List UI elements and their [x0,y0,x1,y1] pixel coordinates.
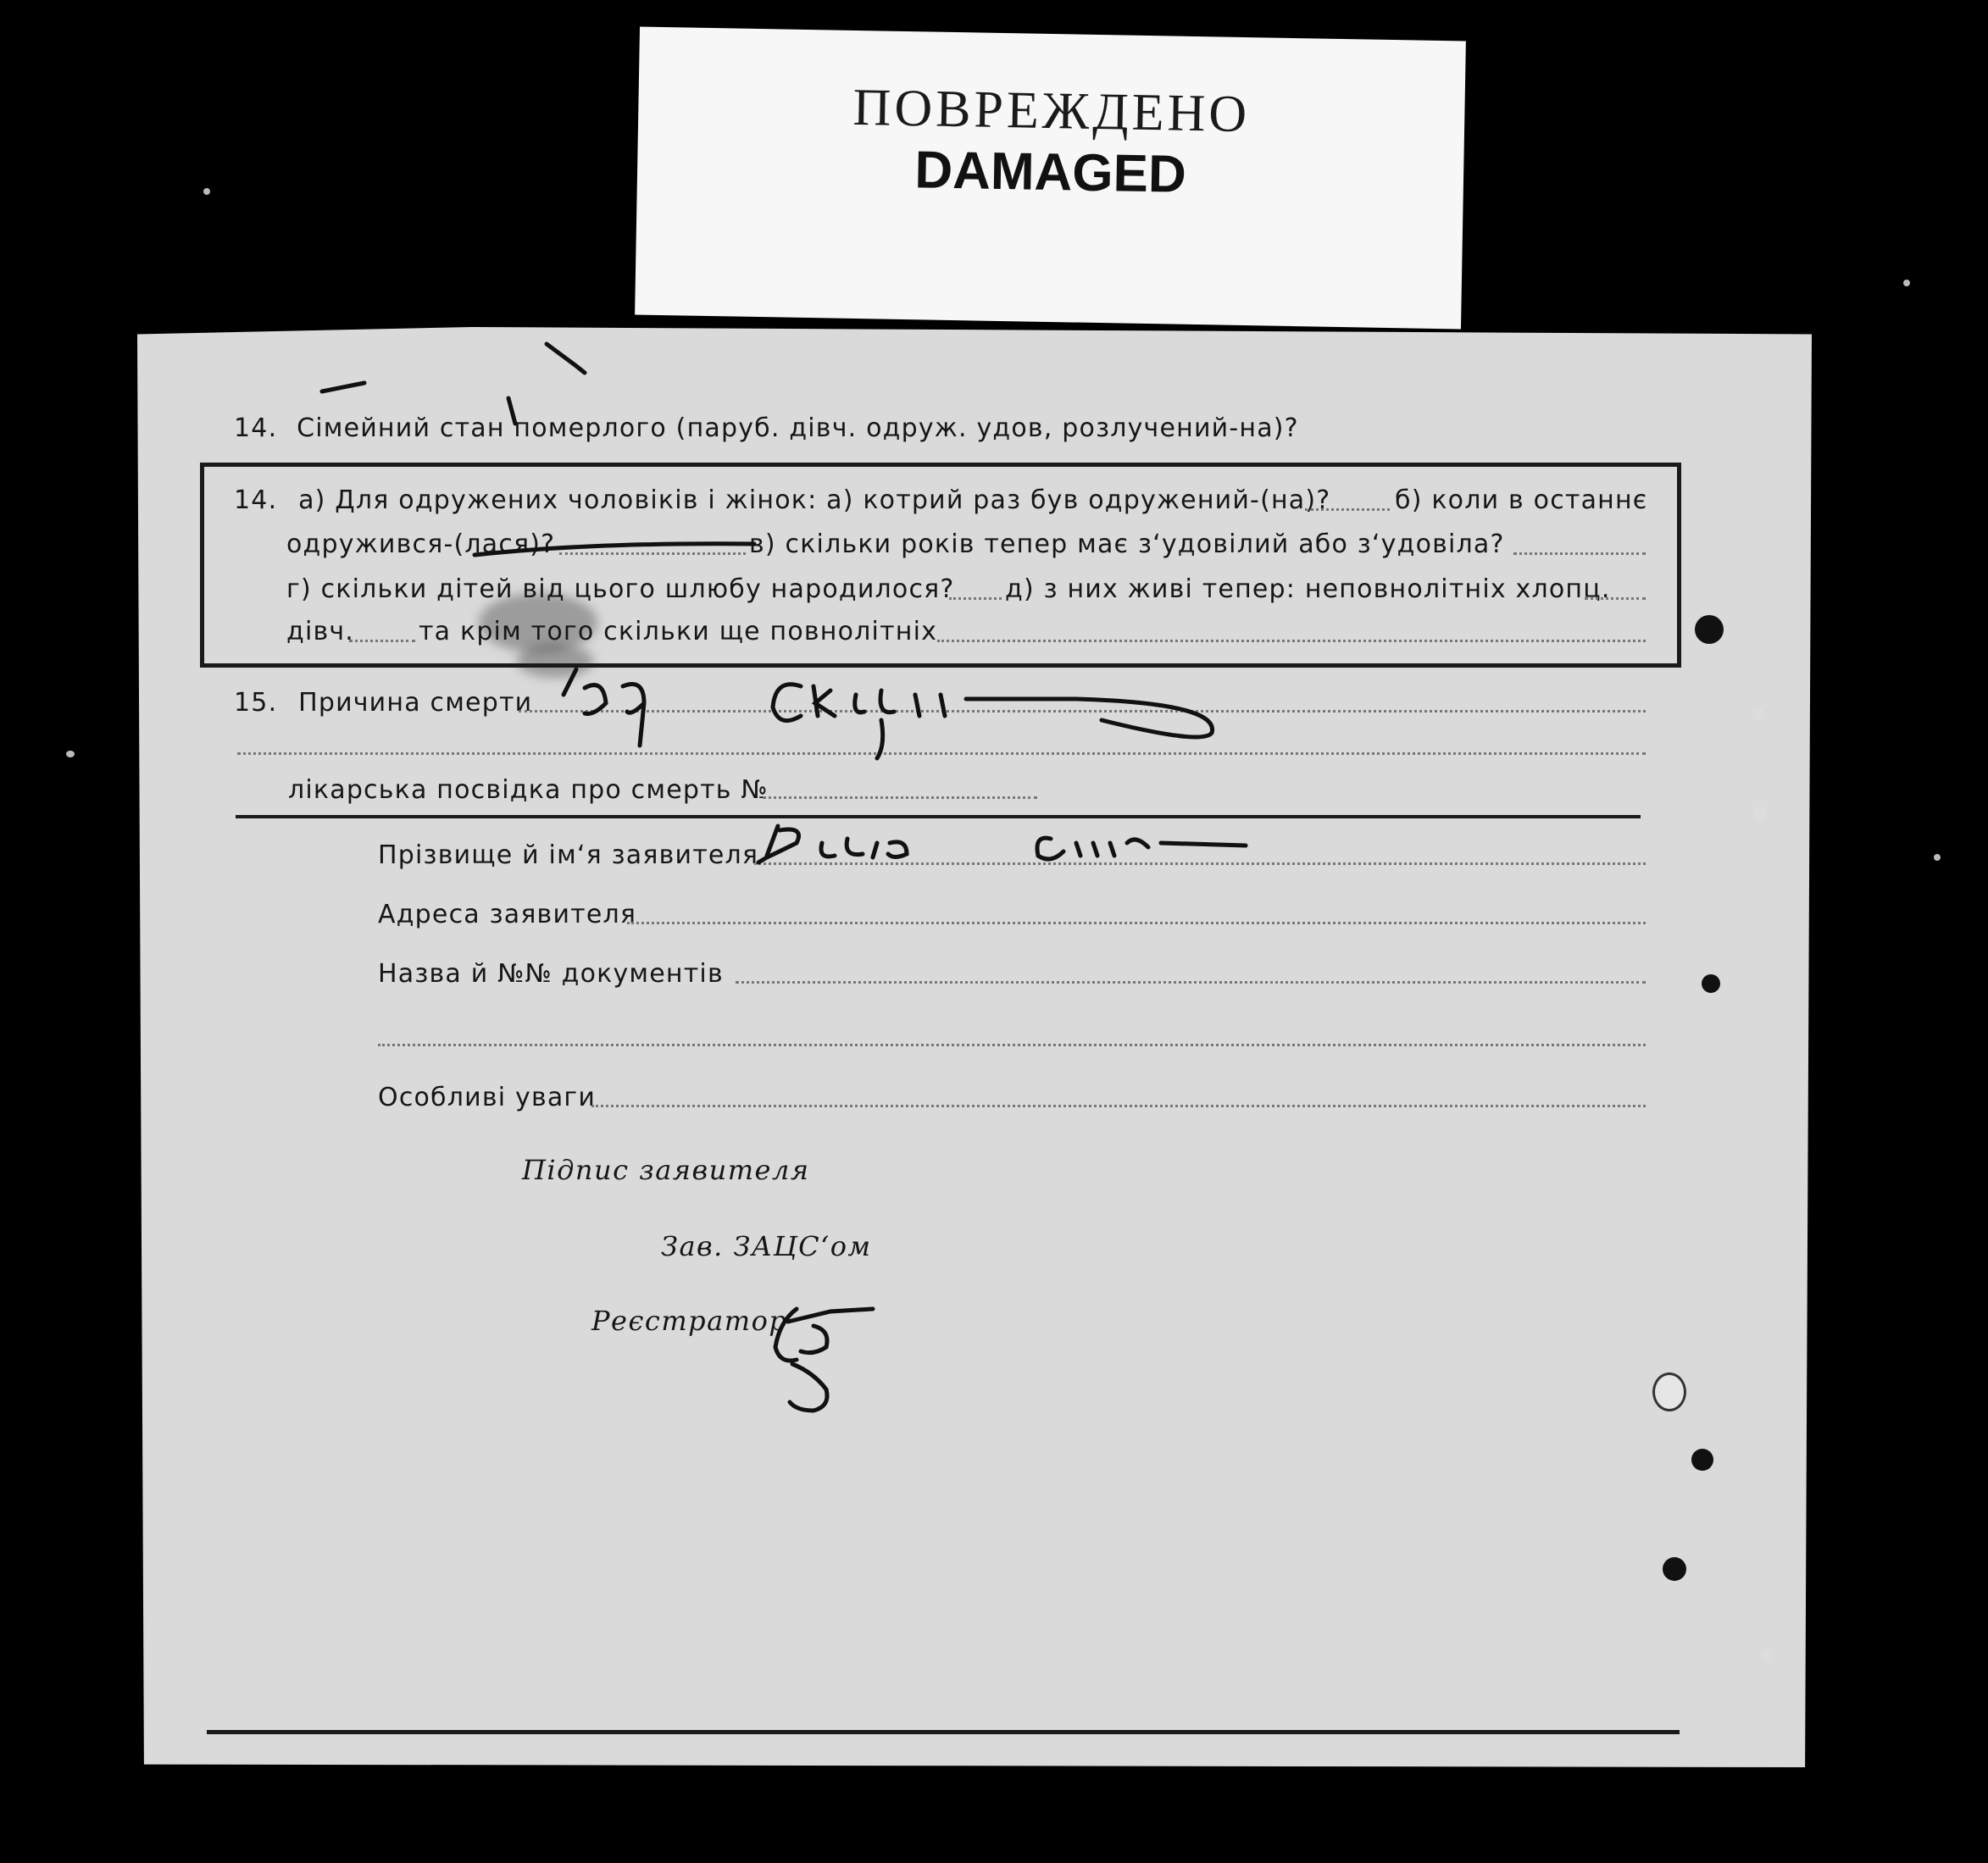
speck [203,188,210,195]
speck [1934,854,1941,861]
damaged-label-ru: ПОВРЕЖДЕНО [852,78,1251,144]
q14-text: Сімейний стан померлого (паруб. дівч. одруж. удов, розлучений-на)? [297,413,1299,443]
q14a-line2: одружився-(лася)? [286,530,556,559]
q14d-text: д) з них живі тепер: неповнолітніх хлопц. [1005,574,1611,604]
q14g-text: г) скільки дітей від цього шлюбу народилося? [286,574,955,604]
punch-hole [1663,1557,1686,1581]
q14a-text-a: а) Для одружених чоловіків і жінок: а) котрий раз був одружений-(на)? [298,485,1331,515]
handwritten-cause-prefix [564,669,644,746]
q14-number: 14. [234,413,278,443]
q14-adults-text: та крім того скільки ще повнолітніх [419,617,938,646]
punch-hole [1652,1372,1686,1411]
speck [1752,708,1764,720]
medical-certificate-label: лікарська посвідка про смерть № [288,775,769,805]
q15-number: 15. [234,688,278,718]
damaged-label-en: DAMAGED [913,141,1187,204]
speck [1761,1650,1771,1661]
registrar-signature [775,1309,873,1411]
ink-mark [547,344,585,373]
speck [1754,807,1766,822]
q14a-number: 14. [234,485,278,515]
special-notes-label: Особливі уваги [378,1083,597,1112]
applicant-name-label: Прізвище й ім‘я заявителя [378,840,759,870]
applicant-address-label: Адреса заявителя [378,900,637,929]
q14b-text: б) коли в останнє [1395,485,1648,515]
ink-mark [508,398,515,424]
ink-mark [322,383,364,391]
q15-label: Причина смерти [298,688,533,718]
handwritten-cause-word [773,685,1213,758]
speck [1903,280,1910,286]
applicant-signature-label: Підпис заявителя [522,1154,810,1186]
head-label: Зав. ЗАЦС‘ом [661,1230,872,1262]
documents-label: Назва й №№ документів [378,959,724,989]
registrar-label: Реєстратор [591,1305,788,1337]
q14v-text: в) скільки років тепер має з‘удовілий або з‘удовіла? [749,530,1505,559]
punch-hole [1691,1449,1713,1471]
punch-hole [1695,615,1724,644]
speck [66,751,75,757]
q14-girls-label: дівч. [286,617,355,646]
handwritten-applicant-name [758,826,1246,862]
punch-hole [1702,974,1720,993]
ink-mark [475,544,754,555]
